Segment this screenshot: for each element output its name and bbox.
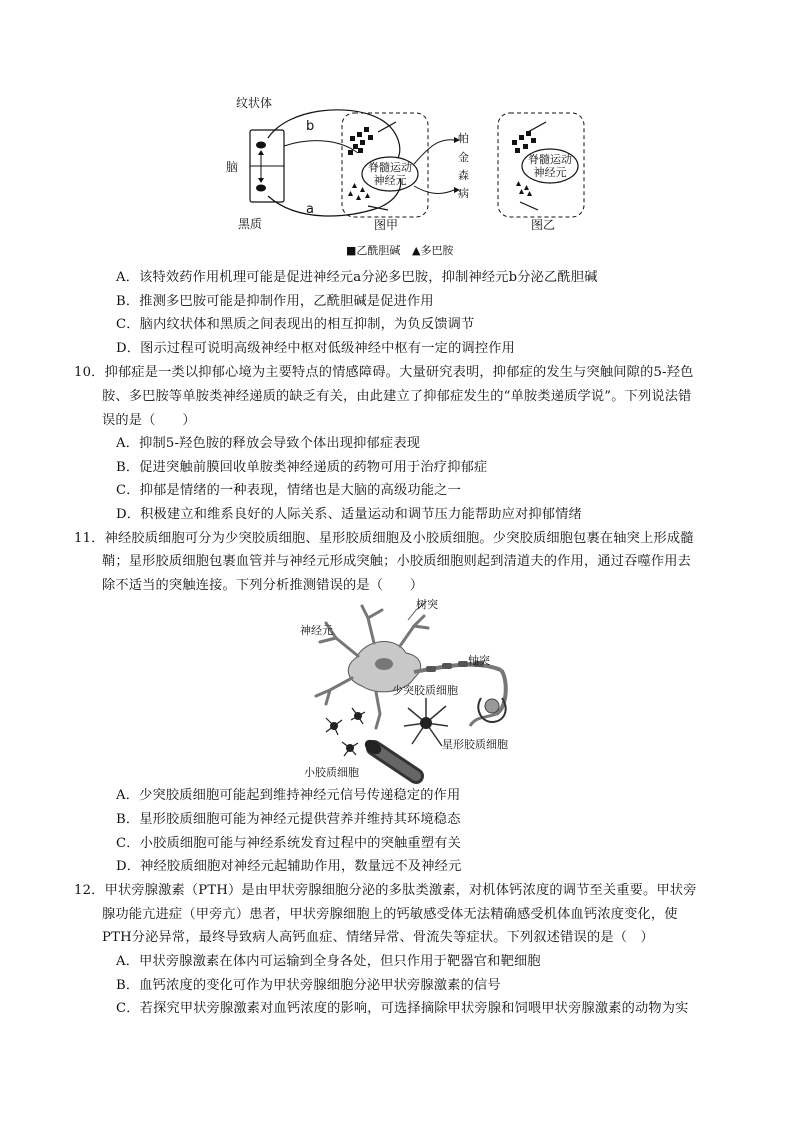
q9-option-d: D．图示过程可说明高级神经中枢对低级神经中枢有一定的调控作用 bbox=[116, 341, 516, 356]
pd-char-2: 金 bbox=[458, 151, 469, 164]
q11-stem-2: 鞘；星形胶质细胞包裹血管并与神经元形成突触；小胶质细胞则起到清道夫的作用，通过吞噬作用去 bbox=[102, 554, 692, 569]
q11-stem-1: 11．神经胶质细胞可分为少突胶质细胞、星形胶质细胞及小胶质细胞。少突胶质细胞包裹在轴突上形成髓 bbox=[74, 531, 694, 546]
q10-option-d: D．积极建立和维系良好的人际关系、适量运动和调节压力能帮助应对抑郁情绪 bbox=[116, 507, 582, 522]
q12-option-c: C．若探究甲状旁腺激素对血钙浓度的影响，可选择摘除甲状旁腺和饲喂甲状旁腺激素的动物为实 bbox=[116, 1001, 689, 1016]
motor-neuron-yi-label-1: 脊髓运动 bbox=[528, 153, 572, 166]
q9-option-b: B．推测多巴胺可能是抑制作用，乙酰胆碱是促进作用 bbox=[116, 294, 434, 309]
q11-stem-3: 除不适当的突触连接。下列分析推测错误的是（ ） bbox=[102, 578, 424, 593]
figure-glial-cells bbox=[296, 598, 536, 782]
neuron-b-label: b bbox=[306, 119, 315, 134]
caption-jia: 图甲 bbox=[374, 218, 399, 232]
q10-stem-2: 胺、多巴胺等单胺类神经递质的缺乏有关，由此建立了抑郁症发生的“单胺类递质学说”。下列说法错 bbox=[102, 389, 692, 404]
q10-stem-1: 10．抑郁症是一类以抑郁心境为主要特点的情感障碍。大量研究表明，抑郁症的发生与突触间隙的5-羟色 bbox=[74, 365, 694, 380]
figure-neural-circuit bbox=[228, 98, 598, 260]
q10-stem-3: 误的是（ ） bbox=[102, 413, 196, 428]
motor-neuron-yi-label-2: 神经元 bbox=[533, 166, 567, 179]
q11-option-a: A．少突胶质细胞可能起到维持神经元信号传递稳定的作用 bbox=[116, 788, 461, 803]
q12-option-a: A．甲状旁腺激素在体内可运输到全身各处，但只作用于靶器官和靶细胞 bbox=[116, 954, 541, 969]
q9-option-a: A．该特效药作用机理可能是促进神经元a分泌多巴胺，抑制神经元b分泌乙酰胆碱 bbox=[116, 270, 598, 285]
neuron-label: 神经元 bbox=[300, 624, 333, 637]
q12-stem-1: 12．甲状旁腺激素（PTH）是由甲状旁腺细胞分泌的多肽类激素，对机体钙浓度的调节至关重要。甲状旁 bbox=[74, 883, 697, 898]
neuron-a-label: a bbox=[306, 202, 314, 217]
pd-char-4: 病 bbox=[458, 187, 469, 200]
q12-stem-2: 腺功能亢进症（甲旁亢）患者，甲状旁腺细胞上的钙敏感受体无法精确感受机体血钙浓度变化，使 bbox=[102, 907, 678, 922]
substantia-label: 黑质 bbox=[238, 217, 263, 231]
q10-option-b: B．促进突触前膜回收单胺类神经递质的药物可用于治疗抑郁症 bbox=[116, 460, 488, 475]
q12-stem-3: PTH分泌异常，最终导致病人高钙血症、情绪异常、骨流失等症状。下列叙述错误的是（ ） bbox=[102, 930, 654, 945]
caption-yi: 图乙 bbox=[531, 218, 556, 232]
axon-label: 轴突 bbox=[468, 654, 490, 667]
q10-option-c: C．抑郁是情绪的一种表现，情绪也是大脑的高级功能之一 bbox=[116, 483, 461, 498]
q11-option-c: C．小胶质细胞可能与神经系统发育过程中的突触重塑有关 bbox=[116, 836, 461, 851]
legend-da: ▲多巴胺 bbox=[412, 244, 454, 257]
oligodendrocyte-label: 少突胶质细胞 bbox=[392, 684, 458, 697]
legend-ach: ■乙酰胆碱 bbox=[346, 244, 401, 257]
pd-char-1: 帕 bbox=[458, 132, 469, 145]
striatum-label: 纹状体 bbox=[236, 96, 273, 110]
microglia-label: 小胶质细胞 bbox=[304, 766, 359, 779]
astrocyte-label: 星形胶质细胞 bbox=[442, 738, 508, 751]
q10-option-a: A．抑制5-羟色胺的释放会导致个体出现抑郁症表现 bbox=[116, 436, 421, 451]
q12-option-b: B．血钙浓度的变化可作为甲状旁腺细胞分泌甲状旁腺激素的信号 bbox=[116, 978, 501, 993]
q11-option-d: D．神经胶质细胞对神经元起辅助作用，数量远不及神经元 bbox=[116, 859, 462, 874]
motor-neuron-label-1: 脊髓运动 bbox=[368, 161, 412, 174]
q11-option-b: B．星形胶质细胞可能为神经元提供营养并维持其环境稳态 bbox=[116, 812, 461, 827]
q9-option-c: C．脑内纹状体和黑质之间表现出的相互抑制，为负反馈调节 bbox=[116, 317, 475, 332]
motor-neuron-label-2: 神经元 bbox=[373, 174, 407, 187]
dendrite-label: 树突 bbox=[416, 598, 438, 611]
pd-char-3: 森 bbox=[458, 169, 469, 182]
brain-label: 脑 bbox=[226, 160, 239, 174]
